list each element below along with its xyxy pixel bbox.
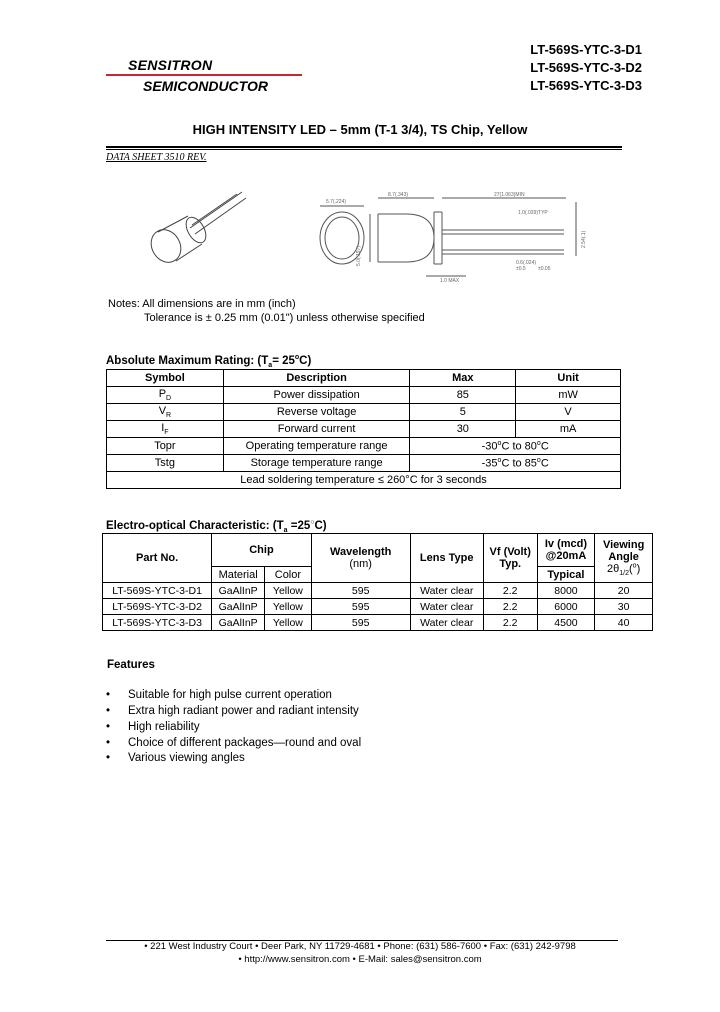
table-row: LT-569S-YTC-3-D3 GaAlInP Yellow 595 Water clear 2.2 4500 40 bbox=[103, 615, 653, 631]
table-row: $V_R$ Reverse voltage 5 V bbox=[107, 404, 621, 421]
header-max: Max bbox=[410, 370, 516, 387]
title-rule bbox=[106, 146, 622, 148]
dim-max-label: 1.0 MAX bbox=[440, 278, 460, 284]
led-3d-drawing bbox=[140, 188, 250, 278]
dim-tolerance2-label: ±0.05 bbox=[538, 266, 551, 272]
header-vf: Vf (Volt) Typ. bbox=[483, 534, 537, 583]
header-viewing-angle: Viewing Angle $2\theta_{1/2}(^o)$ bbox=[595, 534, 653, 583]
header-symbol: Symbol bbox=[107, 370, 224, 387]
datasheet-revision: DATA SHEET 3510 REV. bbox=[106, 152, 207, 163]
header-unit: Unit bbox=[516, 370, 621, 387]
notes-line1: Notes: All dimensions are in mm (inch) bbox=[108, 298, 296, 310]
table-row: LT-569S-YTC-3-D2 GaAlInP Yellow 595 Water clear 2.2 6000 30 bbox=[103, 599, 653, 615]
table-row: Topr Operating temperature range -30$^o$C to 80$^o$C bbox=[107, 438, 621, 455]
table-row: $I_F$ Forward current 30 mA bbox=[107, 421, 621, 438]
logo-red-rule bbox=[106, 74, 302, 76]
header-typical: Typical bbox=[537, 567, 595, 583]
dim-flange-label: 1.0(.039)TYP bbox=[518, 210, 548, 216]
header-iv: Iv (mcd) @20mA bbox=[537, 534, 595, 567]
dim-lead-length-label: 27(1.063)MIN bbox=[494, 192, 525, 198]
list-item: • Various viewing angles bbox=[106, 752, 245, 764]
features-title: Features bbox=[107, 659, 155, 671]
header-wavelength: Wavelength (nm) bbox=[311, 534, 410, 583]
dim-pitch-label: 2.54(.1) bbox=[581, 230, 587, 248]
footer-contact: • http://www.sensitron.com • E-Mail: sales@sensitron.com bbox=[238, 954, 482, 965]
title-rule-thin bbox=[106, 149, 622, 150]
table-row: Lead soldering temperature ≤ 260°C for 3 seconds bbox=[107, 472, 621, 489]
list-item: • High reliability bbox=[106, 721, 200, 733]
electro-title: Electro-optical Characteristic: $(T_a =25^○C)$ bbox=[106, 519, 327, 535]
dim-body-dia-label: 5.0(.197) bbox=[356, 245, 362, 266]
header-part-no: Part No. bbox=[103, 534, 212, 583]
part-number-1: LT-569S-YTC-3-D1 bbox=[530, 42, 642, 57]
table-row: $P_D$ Power dissipation 85 mW bbox=[107, 387, 621, 404]
part-number-3: LT-569S-YTC-3-D3 bbox=[530, 78, 642, 93]
header-lens-type: Lens Type bbox=[410, 534, 483, 583]
header-description: Description bbox=[223, 370, 410, 387]
list-item: • Extra high radiant power and radiant intensity bbox=[106, 705, 359, 717]
list-item: • Choice of different packages—round and oval bbox=[106, 737, 362, 749]
document-title: HIGH INTENSITY LED – 5mm (T-1 3/4), TS Chip, Yellow bbox=[192, 122, 528, 137]
table-row: LT-569S-YTC-3-D1 GaAlInP Yellow 595 Water clear 2.2 8000 20 bbox=[103, 583, 653, 599]
part-number-2: LT-569S-YTC-3-D2 bbox=[530, 60, 642, 75]
dim-diameter-label: 5.7(.224) bbox=[326, 199, 347, 205]
electro-table bbox=[102, 533, 653, 631]
dim-tolerance-label: ±0.5 bbox=[516, 266, 526, 272]
company-name-line2: SEMICONDUCTOR bbox=[143, 78, 268, 94]
abs-max-title: Absolute Maximum Rating: $(T_a= 25^oC)$ bbox=[106, 354, 312, 370]
header-chip: Chip bbox=[212, 534, 312, 567]
list-item: • Suitable for high pulse current operation bbox=[106, 689, 332, 701]
dim-body-length-label: 8.7(.343) bbox=[388, 192, 409, 198]
dim-lead-width-label: 0.6(.024) bbox=[516, 260, 537, 266]
header-material: Material bbox=[212, 567, 265, 583]
header-color: Color bbox=[265, 567, 312, 583]
led-dimension-drawing bbox=[306, 190, 596, 290]
table-row: Tstg Storage temperature range -35$^o$C to 85$^o$C bbox=[107, 455, 621, 472]
abs-max-table bbox=[106, 369, 621, 489]
notes-line2: Tolerance is ± 0.25 mm (0.01") unless otherwise specified bbox=[144, 312, 425, 324]
footer-address: • 221 West Industry Court • Deer Park, NY 11729-4681 • Phone: (631) 586-7600 • Fax: (631) 242-9798 bbox=[144, 941, 576, 952]
company-name-line1: SENSITRON bbox=[128, 57, 213, 73]
